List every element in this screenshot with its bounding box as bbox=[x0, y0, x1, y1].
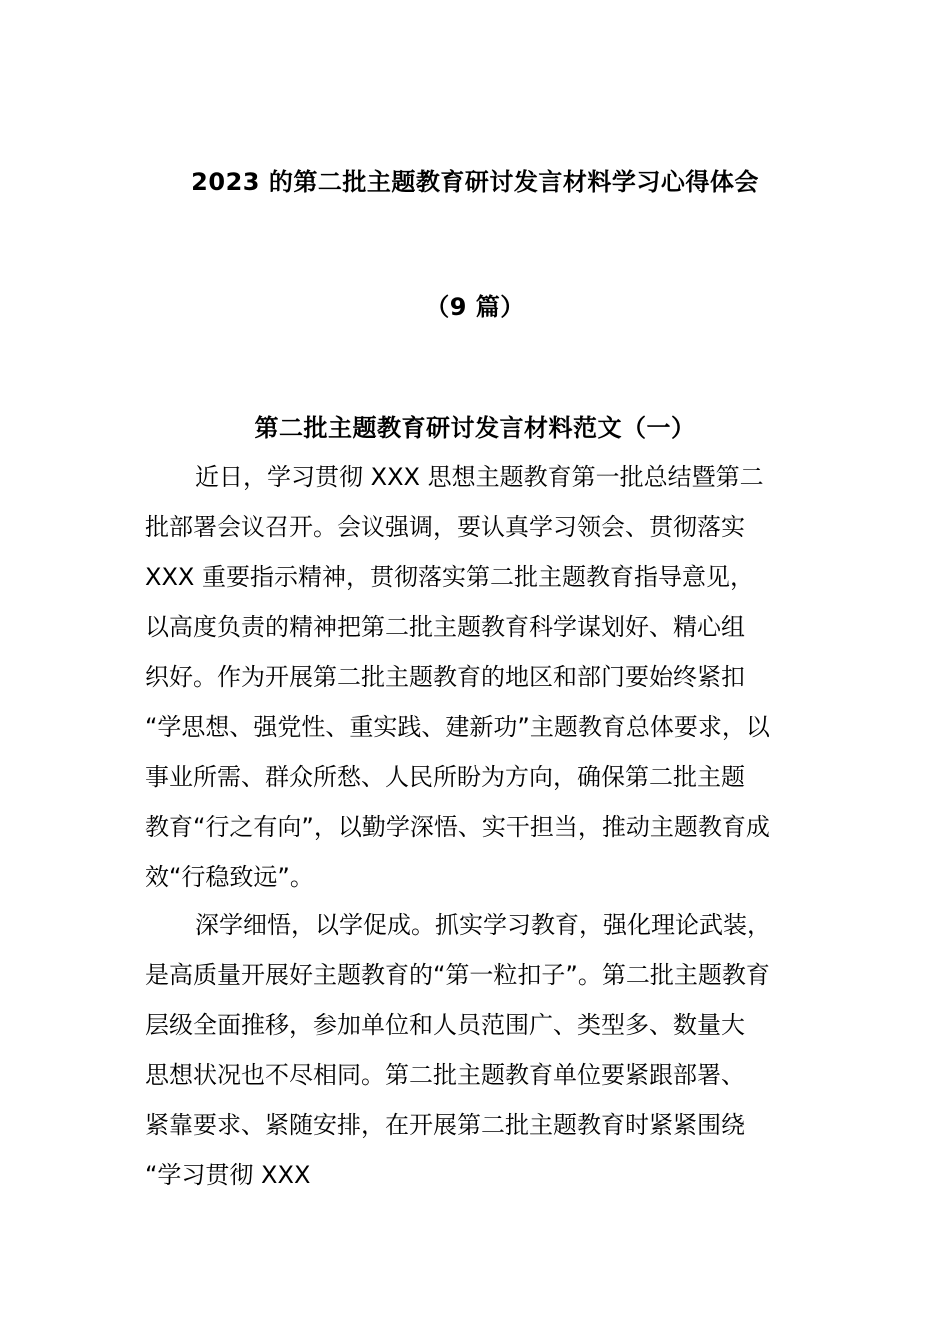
paragraph-line: 教育“行之有向”，以勤学深悟、实干担当，推动主题教育成 bbox=[145, 813, 770, 841]
paragraph-line: 近日，学习贯彻 XXX 思想主题教育第一批总结暨第二 bbox=[195, 463, 764, 491]
paragraph-line: 以高度负责的精神把第二批主题教育科学谋划好、精心组 bbox=[145, 613, 745, 641]
section-heading: 第二批主题教育研讨发言材料范文（一） bbox=[254, 414, 696, 442]
paragraph-line: 层级全面推移，参加单位和人员范围广、类型多、数量大 bbox=[145, 1011, 745, 1039]
paragraph-line: “学习贯彻 XXX bbox=[145, 1161, 311, 1189]
paragraph-line: 紧靠要求、紧随安排，在开展第二批主题教育时紧紧围绕 bbox=[145, 1111, 745, 1139]
paragraph-line: 是高质量开展好主题教育的“第一粒扣子”。第二批主题教育 bbox=[145, 961, 770, 989]
article-count: （9 篇） bbox=[425, 293, 525, 321]
document-title: 2023 的第二批主题教育研讨发言材料学习心得体会 bbox=[191, 168, 759, 196]
paragraph-line: “学思想、强党性、重实践、建新功”主题教育总体要求，以 bbox=[145, 713, 770, 741]
paragraph-line: 事业所需、群众所愁、人民所盼为方向，确保第二批主题 bbox=[145, 763, 745, 791]
paragraph-line: 批部署会议召开。会议强调，要认真学习领会、贯彻落实 bbox=[145, 513, 745, 541]
paragraph-line: 思想状况也不尽相同。第二批主题教育单位要紧跟部署、 bbox=[145, 1061, 745, 1089]
paragraph-line: XXX 重要指示精神，贯彻落实第二批主题教育指导意见， bbox=[145, 563, 754, 591]
paragraph-line: 效“行稳致远”。 bbox=[145, 863, 314, 891]
paragraph-line: 织好。作为开展第二批主题教育的地区和部门要始终紧扣 bbox=[145, 663, 745, 691]
paragraph bbox=[145, 452, 835, 902]
paragraph-line: 深学细悟，以学促成。抓实学习教育，强化理论武装， bbox=[195, 911, 771, 939]
paragraph bbox=[145, 900, 835, 1200]
